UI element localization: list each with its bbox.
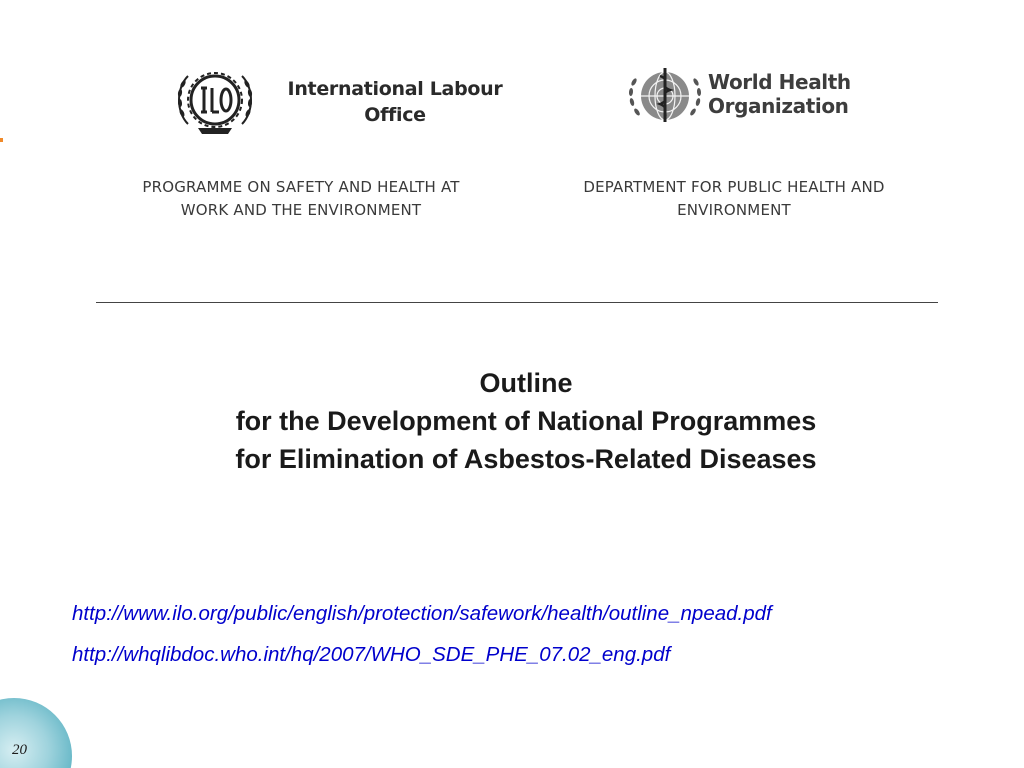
- who-department: [528, 176, 940, 222]
- who-document-link[interactable]: http://whqlibdoc.who.int/hq/2007/WHO_SDE_PHE_07.02_eng.pdf: [72, 643, 671, 666]
- page-number: 20: [12, 742, 27, 758]
- ilo-department-line1: PROGRAMME ON SAFETY AND HEALTH AT: [142, 178, 460, 196]
- who-department-line2: ENVIRONMENT: [677, 201, 791, 219]
- ilo-department: [88, 176, 514, 222]
- who-name-line2: Organization: [708, 94, 849, 118]
- who-department-line1: DEPARTMENT FOR PUBLIC HEALTH AND: [583, 178, 885, 196]
- who-name: [708, 70, 858, 118]
- title-line-3: for Elimination of Asbestos-Related Diseases: [235, 444, 817, 474]
- reference-links: [72, 593, 972, 675]
- ilo-name-line2: Office: [364, 104, 426, 126]
- who-emblem-icon: [626, 62, 704, 128]
- title-line-1: Outline: [479, 368, 573, 398]
- document-title: [120, 364, 932, 478]
- ilo-emblem-icon: [174, 66, 256, 136]
- ilo-name-line1: International Labour: [287, 78, 503, 100]
- who-logo: [626, 62, 856, 128]
- ilo-department-line2: WORK AND THE ENVIRONMENT: [180, 201, 422, 219]
- ilo-logo: [174, 66, 514, 136]
- who-name-line1: World Health: [708, 70, 851, 94]
- horizontal-divider: [96, 302, 938, 303]
- ilo-name: [282, 76, 508, 128]
- title-line-2: for the Development of National Programmes: [235, 406, 817, 436]
- edge-mark: [0, 138, 3, 142]
- ilo-outline-link[interactable]: http://www.ilo.org/public/english/protection/safework/health/outline_npead.pdf: [72, 602, 772, 625]
